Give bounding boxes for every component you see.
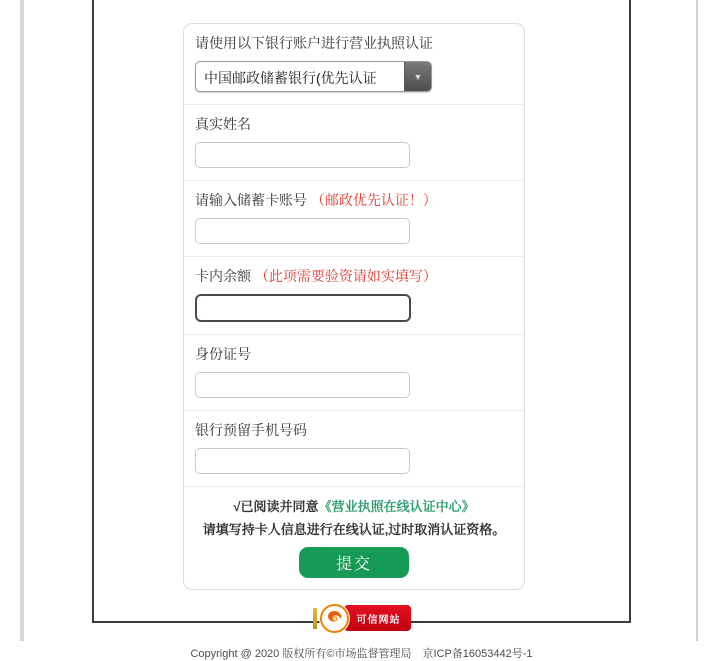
trust-badge[interactable] [94,604,629,632]
form-footer-section [184,487,524,589]
page-frame [92,0,631,660]
agreement-link[interactable]: 《营业执照在线认证中心》 [318,499,475,514]
field-real-name [184,105,524,181]
agreement-text: √已阅读并同意 [233,499,319,514]
bank-select-value: 中国邮政储蓄银行(优先认证 [204,70,377,86]
swirl-logo-icon [320,604,349,633]
notice-text: 请填写持卡人信息进行在线认证,过时取消认证资格。 [202,522,506,537]
phone-number-input[interactable] [195,448,410,474]
id-number-input[interactable] [195,372,410,398]
card-number-input[interactable] [195,218,410,244]
outer-scrollbar[interactable] [20,0,24,641]
bank-select[interactable] [195,61,432,92]
card-balance-note: （此项需要验资请如实填写） [254,268,437,284]
real-name-input[interactable] [195,142,410,168]
field-phone-number [184,411,524,487]
id-number-label: 身份证号 [195,346,251,362]
phone-number-label: 银行预留手机号码 [195,422,307,438]
field-id-number [184,335,524,411]
card-number-label: 请输入储蓄卡账号 [195,192,307,208]
bank-select-section [184,24,524,105]
chevron-down-icon[interactable]: ▼ [404,62,431,91]
copyright-text: Copyright @ 2020 版权所有©市场监督管理局 京ICP备16053442号-1 [190,648,533,660]
badge-gold-bar [313,608,317,629]
verification-form-card [183,23,525,590]
card-balance-input[interactable] [195,294,411,322]
badge-label: 可信网站 [344,605,411,631]
outer-right-border [696,0,698,641]
field-card-number [184,181,524,257]
form-title: 请使用以下银行账户进行营业执照认证 [195,35,433,51]
submit-button[interactable]: 提交 [299,547,409,578]
field-card-balance [184,257,524,335]
card-balance-label: 卡内余额 [195,268,251,284]
real-name-label: 真实姓名 [195,116,251,132]
card-number-note: （邮政优先认证！） [310,192,437,208]
